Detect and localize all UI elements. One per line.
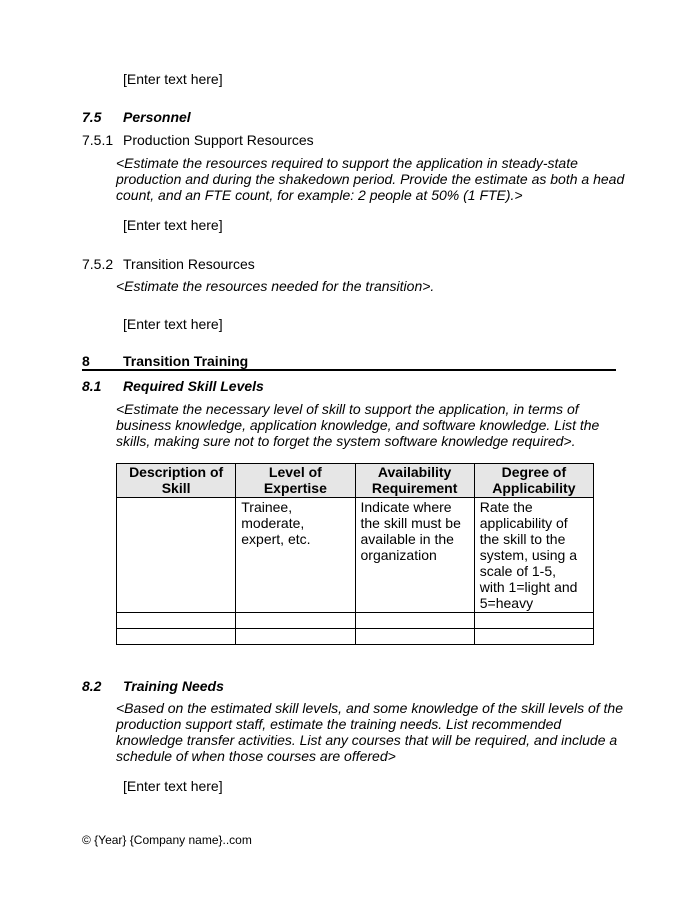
header-line: Expertise xyxy=(263,480,327,496)
table-cell[interactable] xyxy=(355,613,474,629)
header-line: Applicability xyxy=(492,480,576,496)
section-7-5-number: 7.5 xyxy=(82,109,102,125)
table-row xyxy=(117,613,594,629)
table-row xyxy=(117,629,594,645)
section-8-title: Transition Training xyxy=(123,353,249,369)
cell-line: 5=heavy xyxy=(479,595,534,611)
cell-line: applicability of xyxy=(479,515,568,531)
section-8-2-title: Training Needs xyxy=(123,678,224,694)
section-8-2-number: 8.2 xyxy=(82,678,102,694)
table-cell[interactable] xyxy=(474,629,593,645)
section-7-5-title: Personnel xyxy=(123,109,191,125)
cell-line: Trainee, xyxy=(241,499,293,515)
enter-text-placeholder: [Enter text here] xyxy=(123,217,223,233)
guidance-line: business knowledge, application knowledge, and software knowledge. List the xyxy=(116,417,600,433)
guidance-line: schedule of when those courses are offered> xyxy=(116,748,396,764)
header-line: Level of xyxy=(268,464,322,480)
section-8-1-number: 8.1 xyxy=(82,378,102,394)
guidance-line: <Estimate the necessary level of skill to support the application, in terms of xyxy=(116,401,579,417)
section-7-5-2-title: Transition Resources xyxy=(123,256,255,272)
section-8-1-guidance xyxy=(116,401,599,449)
header-degree-of-applicability xyxy=(474,464,593,498)
enter-text-placeholder: [Enter text here] xyxy=(123,71,223,87)
table-cell[interactable] xyxy=(355,629,474,645)
table-cell[interactable] xyxy=(236,613,355,629)
section-divider xyxy=(82,369,616,371)
table-cell[interactable] xyxy=(117,629,236,645)
section-8-1-title: Required Skill Levels xyxy=(123,378,264,394)
guidance-line: production support staff, estimate the training needs. List recommended xyxy=(116,716,562,732)
section-7-5-1-title: Production Support Resources xyxy=(123,132,314,148)
guidance-line: knowledge transfer activities. List any courses that will be required, and include a xyxy=(116,732,618,748)
header-availability-requirement xyxy=(355,464,474,498)
section-7-5-1-number: 7.5.1 xyxy=(82,132,114,148)
header-line: Availability xyxy=(377,464,452,480)
guidance-line: <Estimate the resources needed for the transition>. xyxy=(116,278,435,294)
guidance-line: <Estimate the resources required to support the application in steady-state xyxy=(116,155,578,171)
table-row xyxy=(117,498,594,613)
cell-line: the skill must be xyxy=(360,515,461,531)
guidance-line: production and during the shakedown period. Provide the estimate as both a head xyxy=(116,171,625,187)
cell-line: organization xyxy=(360,547,437,563)
table-cell[interactable] xyxy=(236,498,355,613)
enter-text-placeholder: [Enter text here] xyxy=(123,316,223,332)
guidance-line: <Based on the estimated skill levels, and some knowledge of the skill levels of the xyxy=(116,700,624,716)
table-cell[interactable] xyxy=(474,613,593,629)
table-cell[interactable] xyxy=(236,629,355,645)
section-7-5-2-guidance xyxy=(116,278,434,294)
header-line: Degree of xyxy=(501,464,567,480)
skills-table xyxy=(116,463,594,645)
cell-line: the skill to the xyxy=(479,531,566,547)
section-8-2-guidance xyxy=(116,700,623,764)
header-description-of-skill xyxy=(117,464,236,498)
cell-line: system, using a xyxy=(479,547,578,563)
header-line: Description of Skill xyxy=(129,464,224,496)
header-line: Requirement xyxy=(371,480,458,496)
table-cell[interactable] xyxy=(117,613,236,629)
header-level-of-expertise xyxy=(236,464,355,498)
cell-line: with 1=light and xyxy=(479,579,578,595)
footer-copyright: © {Year} {Company name}..com xyxy=(82,833,252,847)
table-cell[interactable] xyxy=(474,498,593,613)
section-7-5-2-number: 7.5.2 xyxy=(82,256,114,272)
cell-line: scale of 1-5, xyxy=(479,563,557,579)
section-8-number: 8 xyxy=(82,353,90,369)
cell-line: Indicate where xyxy=(360,499,452,515)
cell-line: moderate, xyxy=(241,515,305,531)
table-cell[interactable] xyxy=(355,498,474,613)
cell-line: available in the xyxy=(360,531,454,547)
table-cell[interactable] xyxy=(117,498,236,613)
section-7-5-1-guidance xyxy=(116,155,624,203)
cell-line: expert, etc. xyxy=(241,531,311,547)
table-header-row xyxy=(117,464,594,498)
guidance-line: count, and an FTE count, for example: 2 people at 50% (1 FTE).> xyxy=(116,187,523,203)
enter-text-placeholder: [Enter text here] xyxy=(123,778,223,794)
guidance-line: skills, making sure not to forget the system software knowledge required>. xyxy=(116,433,576,449)
cell-line: Rate the xyxy=(479,499,533,515)
